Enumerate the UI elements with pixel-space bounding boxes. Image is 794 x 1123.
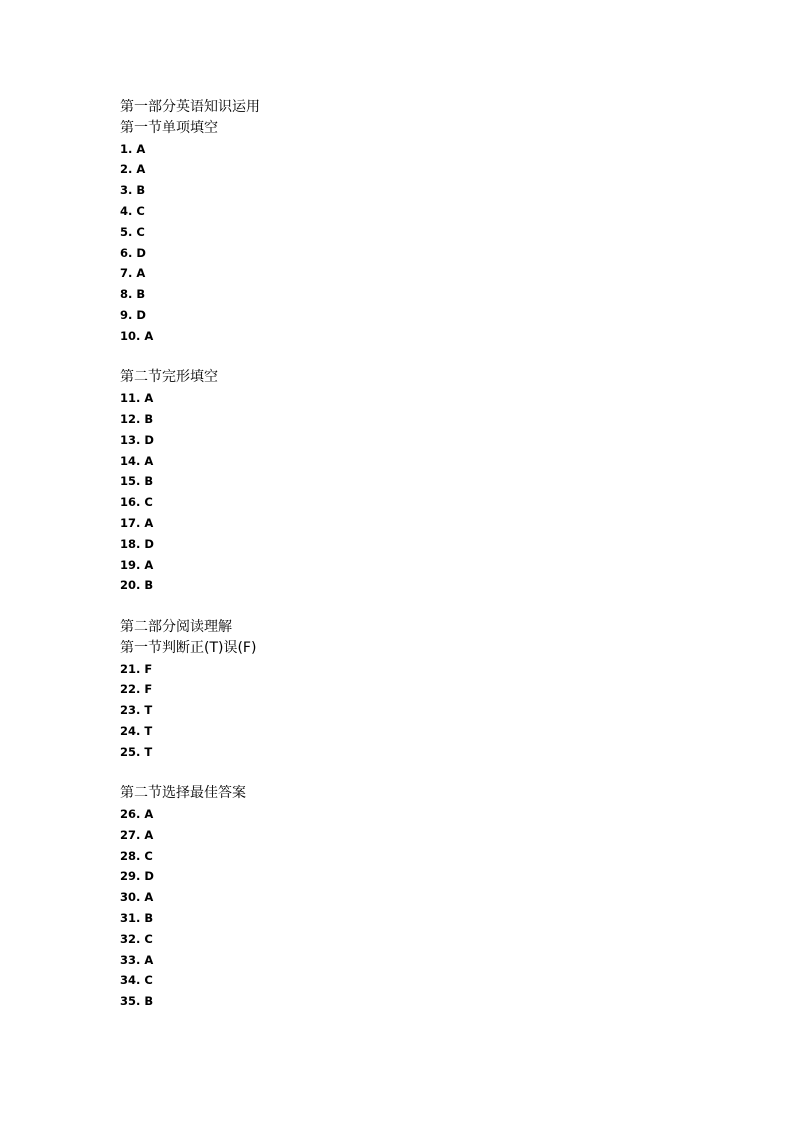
- answer-line: 32. C: [120, 931, 153, 946]
- answer-line: 7. A: [120, 266, 146, 281]
- answer-line: 17. A: [120, 515, 154, 530]
- answer-line: 34. C: [120, 973, 153, 988]
- answer-line: 14. A: [120, 453, 154, 468]
- answer-line: 31. B: [120, 911, 154, 926]
- answer-line: 8. B: [120, 287, 146, 302]
- section-heading: 第一节判断正(T)误(F): [120, 639, 257, 656]
- section-spacer: [120, 763, 680, 784]
- answer-line: 4. C: [120, 203, 145, 218]
- answer-line: 11. A: [120, 391, 154, 406]
- answer-line: 15. B: [120, 474, 154, 489]
- answer-line: 26. A: [120, 807, 154, 822]
- answer-line: 6. D: [120, 245, 146, 260]
- answer-line: 12. B: [120, 411, 154, 426]
- answer-line: 20. B: [120, 578, 154, 593]
- answer-line: 28. C: [120, 848, 153, 863]
- answer-line: 3. B: [120, 183, 146, 198]
- answer-line: 13. D: [120, 432, 154, 447]
- answer-section: [120, 783, 680, 1012]
- answer-section: [120, 97, 680, 347]
- answer-line: 2. A: [120, 162, 146, 177]
- section-heading: 第一节单项填空: [120, 119, 218, 136]
- answer-section: [120, 617, 680, 763]
- answer-line: 5. C: [120, 224, 145, 239]
- section-heading: 第二部分阅读理解: [120, 618, 232, 635]
- answer-line: 24. T: [120, 723, 153, 738]
- answer-line: 25. T: [120, 744, 153, 759]
- section-heading: 第二节完形填空: [120, 369, 218, 386]
- answer-line: 33. A: [120, 952, 154, 967]
- answer-line: 22. F: [120, 682, 153, 697]
- answer-line: 16. C: [120, 495, 153, 510]
- answer-line: 35. B: [120, 994, 154, 1009]
- answer-line: 30. A: [120, 890, 154, 905]
- answer-line: 10. A: [120, 328, 154, 343]
- section-heading: 第二节选择最佳答案: [120, 785, 246, 802]
- answer-line: 29. D: [120, 869, 154, 884]
- answer-line: 21. F: [120, 661, 153, 676]
- answer-line: 1. A: [120, 141, 146, 156]
- answer-key-document: [120, 97, 680, 1012]
- answer-line: 23. T: [120, 703, 153, 718]
- section-spacer: [120, 347, 680, 368]
- answer-line: 9. D: [120, 307, 146, 322]
- answer-line: 19. A: [120, 557, 154, 572]
- answer-line: 27. A: [120, 827, 154, 842]
- answer-section: [120, 367, 680, 596]
- section-heading: 第一部分英语知识运用: [120, 99, 260, 115]
- answer-line: 18. D: [120, 536, 154, 551]
- section-spacer: [120, 596, 680, 617]
